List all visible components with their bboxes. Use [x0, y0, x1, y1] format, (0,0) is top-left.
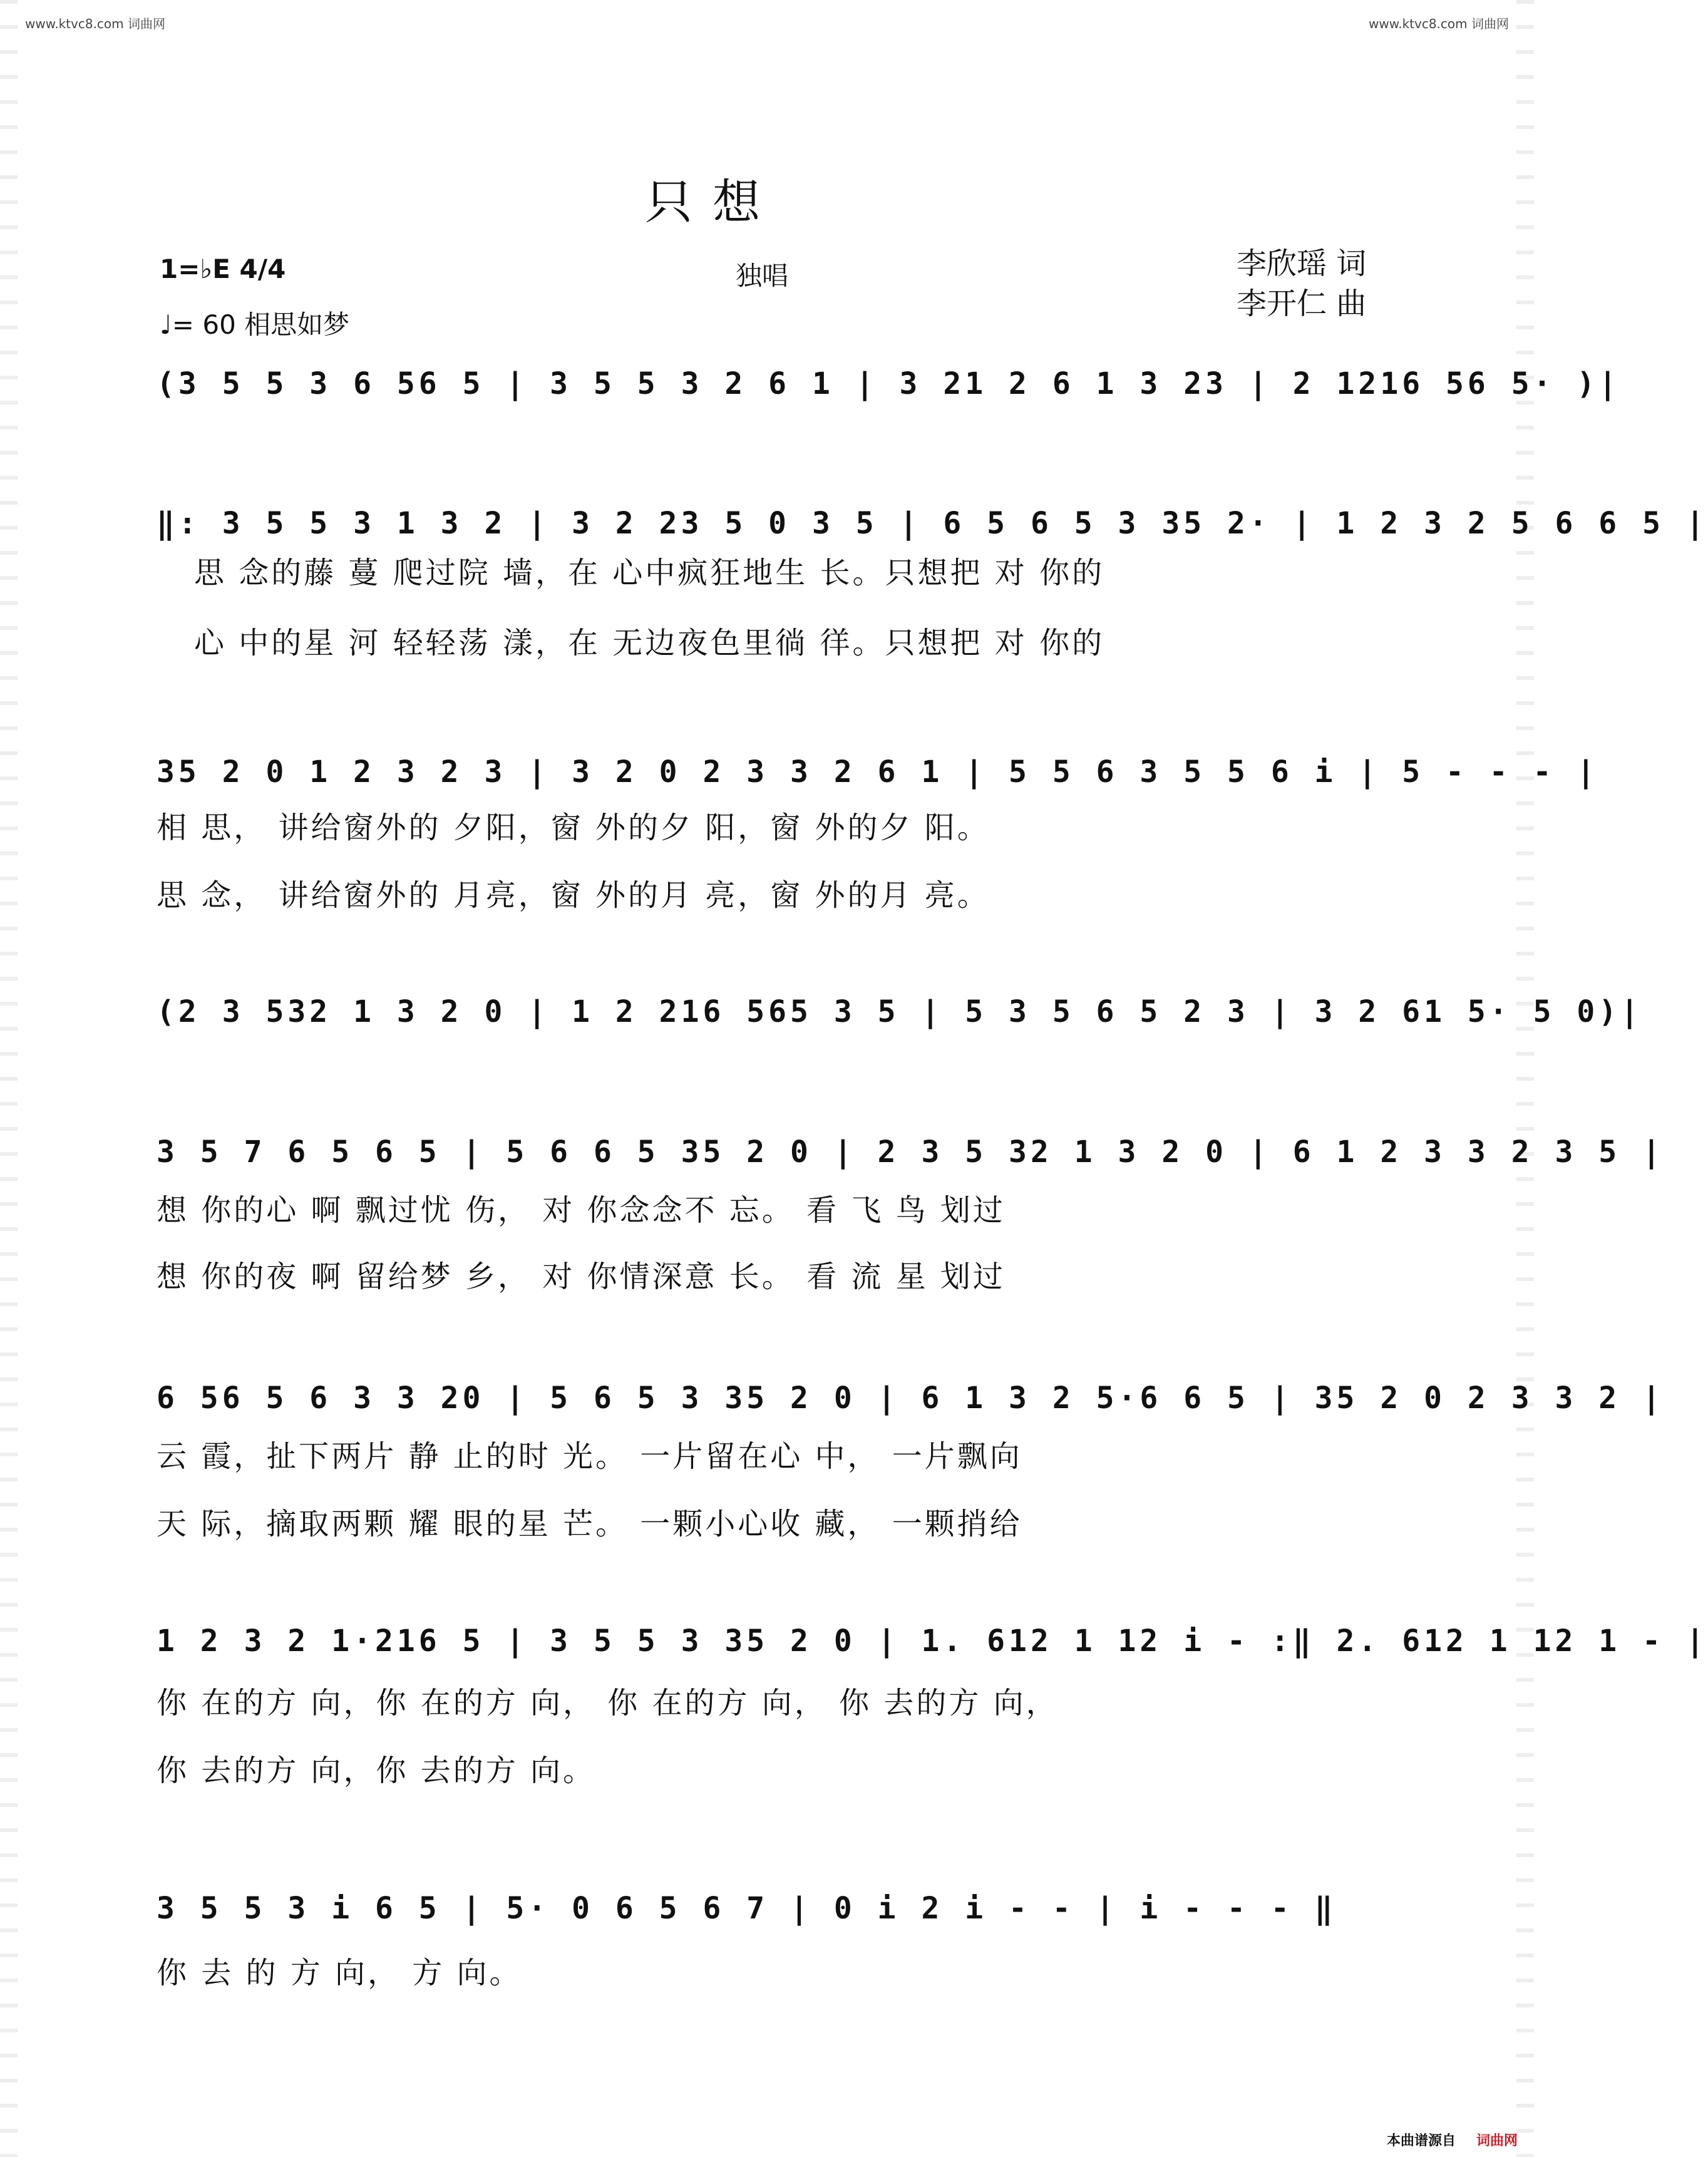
notation-line-6: 6 56 5 6 3 3 20 | 5 6 5 3 35 2 0 | 6 1 3 2 5·6 6 5 | 35 2 0 2 3 3 2 | [157, 1381, 1664, 1416]
footer-site-logo: 词曲网 [1476, 2133, 1518, 2149]
notation-line-8: 3 5 5 3 i 6 5 | 5· 0 6 5 6 7 | 0 i 2 i - - | i - - - ‖ [157, 1891, 1337, 1926]
lyrics-verse1-line-5: 想 你的心 啊 飘过忧 伤， 对 你念念不 忘。 看 飞 鸟 划过 [157, 1193, 1006, 1228]
performance-style: 独唱 [736, 260, 789, 291]
lyrics-verse1-line-6: 云 霞，扯下两片 静 止的时 光。 一片留在心 中， 一片飘向 [157, 1439, 1022, 1474]
lyrics-verse1-line-8: 你 去 的 方 向， 方 向。 [157, 1955, 522, 1990]
lyrics-verse2-line-2: 心 中的星 河 轻轻荡 漾，在 无边夜色里徜 徉。只想把 对 你的 [194, 625, 1105, 661]
lyrics-verse2-line-7: 你 去的方 向，你 去的方 向。 [157, 1753, 596, 1788]
notation-line-3: 35 2 0 1 2 3 2 3 | 3 2 0 2 3 3 2 6 1 | 5 5 6 3 5 5 6 i | 5 - - - | [157, 754, 1599, 790]
notation-line-4: (2 3 532 1 3 2 0 | 1 2 216 565 3 5 | 5 3 5 6 5 2 3 | 3 2 61 5· 5 0)| [157, 994, 1643, 1029]
site-watermark-right: www.ktvc8.com 词曲网 [1368, 16, 1509, 31]
key-signature: 1=♭E 4/4 [160, 254, 286, 284]
tempo-marking: ♩= 60 相思如梦 [160, 309, 350, 340]
composer-credit: 李开仁 曲 [1237, 286, 1367, 321]
notation-line-2: ‖: 3 5 5 3 1 3 2 | 3 2 23 5 0 3 5 | 6 5 6 5 3 35 2· | 1 2 3 2 5 6 6 5 | [157, 506, 1708, 541]
notation-line-5: 3 5 7 6 5 6 5 | 5 6 6 5 35 2 0 | 2 3 5 32 1 3 2 0 | 6 1 2 3 3 2 3 5 | [157, 1135, 1664, 1170]
left-margin-pattern [0, 0, 18, 2157]
lyrics-verse2-line-6: 天 际，摘取两颗 耀 眼的星 芒。 一颗小心收 藏， 一颗捎给 [157, 1506, 1022, 1542]
right-margin-pattern [1516, 0, 1534, 2157]
footer-source-label: 本曲谱源自 [1387, 2133, 1456, 2149]
lyrics-verse1-line-7: 你 在的方 向，你 在的方 向， 你 在的方 向， 你 去的方 向， [157, 1686, 1059, 1721]
site-watermark-left: www.ktvc8.com 词曲网 [25, 16, 166, 31]
song-title: 只 想 [645, 174, 763, 230]
lyricist-credit: 李欣瑶 词 [1237, 246, 1367, 281]
lyrics-verse2-line-3: 思 念， 讲给窗外的 月亮，窗 外的月 亮，窗 外的月 亮。 [157, 878, 990, 913]
notation-line-7: 1 2 3 2 1·216 5 | 3 5 5 3 35 2 0 | 1. 612 1 12 i - :‖ 2. 612 1 12 1 - | [157, 1624, 1708, 1659]
lyrics-verse1-line-2: 思 念的藤 蔓 爬过院 墙，在 心中疯狂地生 长。只想把 对 你的 [194, 555, 1105, 590]
lyrics-verse1-line-3: 相 思， 讲给窗外的 夕阳，窗 外的夕 阳，窗 外的夕 阳。 [157, 810, 990, 845]
notation-line-1: (3 5 5 3 6 56 5 | 3 5 5 3 2 6 1 | 3 21 2 6 1 3 23 | 2 1216 56 5· )| [157, 366, 1621, 401]
lyrics-verse2-line-5: 想 你的夜 啊 留给梦 乡， 对 你情深意 长。 看 流 星 划过 [157, 1259, 1006, 1294]
